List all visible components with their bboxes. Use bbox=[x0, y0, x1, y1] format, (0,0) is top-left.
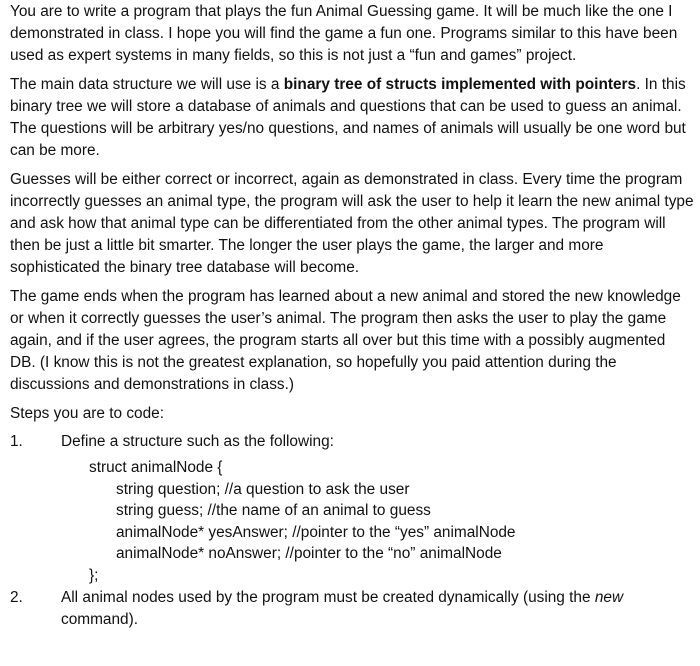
data-structure-emphasis: binary tree of structs implemented with pointers bbox=[283, 76, 637, 93]
struct-field-no-answer: animalNode* noAnswer; //pointer to the “no” animalNode bbox=[116, 545, 502, 562]
struct-close-line: }; bbox=[89, 566, 99, 584]
step-2-keyword: new bbox=[594, 589, 624, 606]
data-structure-text-start: The main data structure we will use is a bbox=[10, 76, 284, 93]
game-end-paragraph: The game ends when the program has learned about a new animal and stored the new knowledge or when it correctly guesses the user’s animal. The program then asks the user to play the game again, and if the user agrees, the program starts all over but this time with a possibly augmented DB. (I know this is not the greatest explanation, so hopefully you paid attention during the discussions and demonstrations in class.) bbox=[10, 288, 681, 393]
data-structure-text-end: . In this binary tree we will store a database of animals and questions that can be used to guess an animal. The questions will be arbitrary yes/no questions, and names of animals will usually be one word but can be more. bbox=[10, 76, 686, 159]
intro-paragraph: You are to write a program that plays the fun Animal Guessing game. It will be much like the one I demonstrated in class. I hope you will find the game a fun one. Programs similar to this have been used as expert systems in many fields, so this is not just a “fun and games” project. bbox=[10, 3, 678, 64]
step-2-text-start: All animal nodes used by the program must be created dynamically (using the bbox=[61, 589, 595, 606]
step-1 bbox=[10, 431, 694, 586]
struct-open-line: struct animalNode { bbox=[89, 459, 223, 476]
guesses-paragraph: Guesses will be either correct or incorrect, again as demonstrated in class. Every time the program incorrectly guesses an animal type, the program will ask the user to help it learn the new animal type and ask how that animal type can be differentiated from the other animal types. The program will then be just a little bit smarter. The longer the user plays the game, the larger and more sophisticated the binary tree database will become. bbox=[10, 171, 694, 276]
step-2-number: 2. bbox=[10, 589, 23, 606]
struct-code-block bbox=[89, 457, 694, 586]
step-1-text: Define a structure such as the following: bbox=[61, 433, 334, 450]
data-structure-paragraph bbox=[10, 74, 694, 162]
struct-field-question: string question; //a question to ask the user bbox=[116, 480, 410, 498]
step-2 bbox=[10, 587, 694, 631]
struct-field-guess: string guess; //the name of an animal to guess bbox=[116, 502, 431, 519]
step-1-number: 1. bbox=[10, 433, 23, 450]
steps-heading: Steps you are to code: bbox=[10, 405, 165, 422]
step-2-text-end: command). bbox=[61, 611, 138, 628]
assignment-document bbox=[10, 0, 694, 631]
struct-field-yes-answer: animalNode* yesAnswer; //pointer to the “yes” animalNode bbox=[116, 523, 516, 541]
